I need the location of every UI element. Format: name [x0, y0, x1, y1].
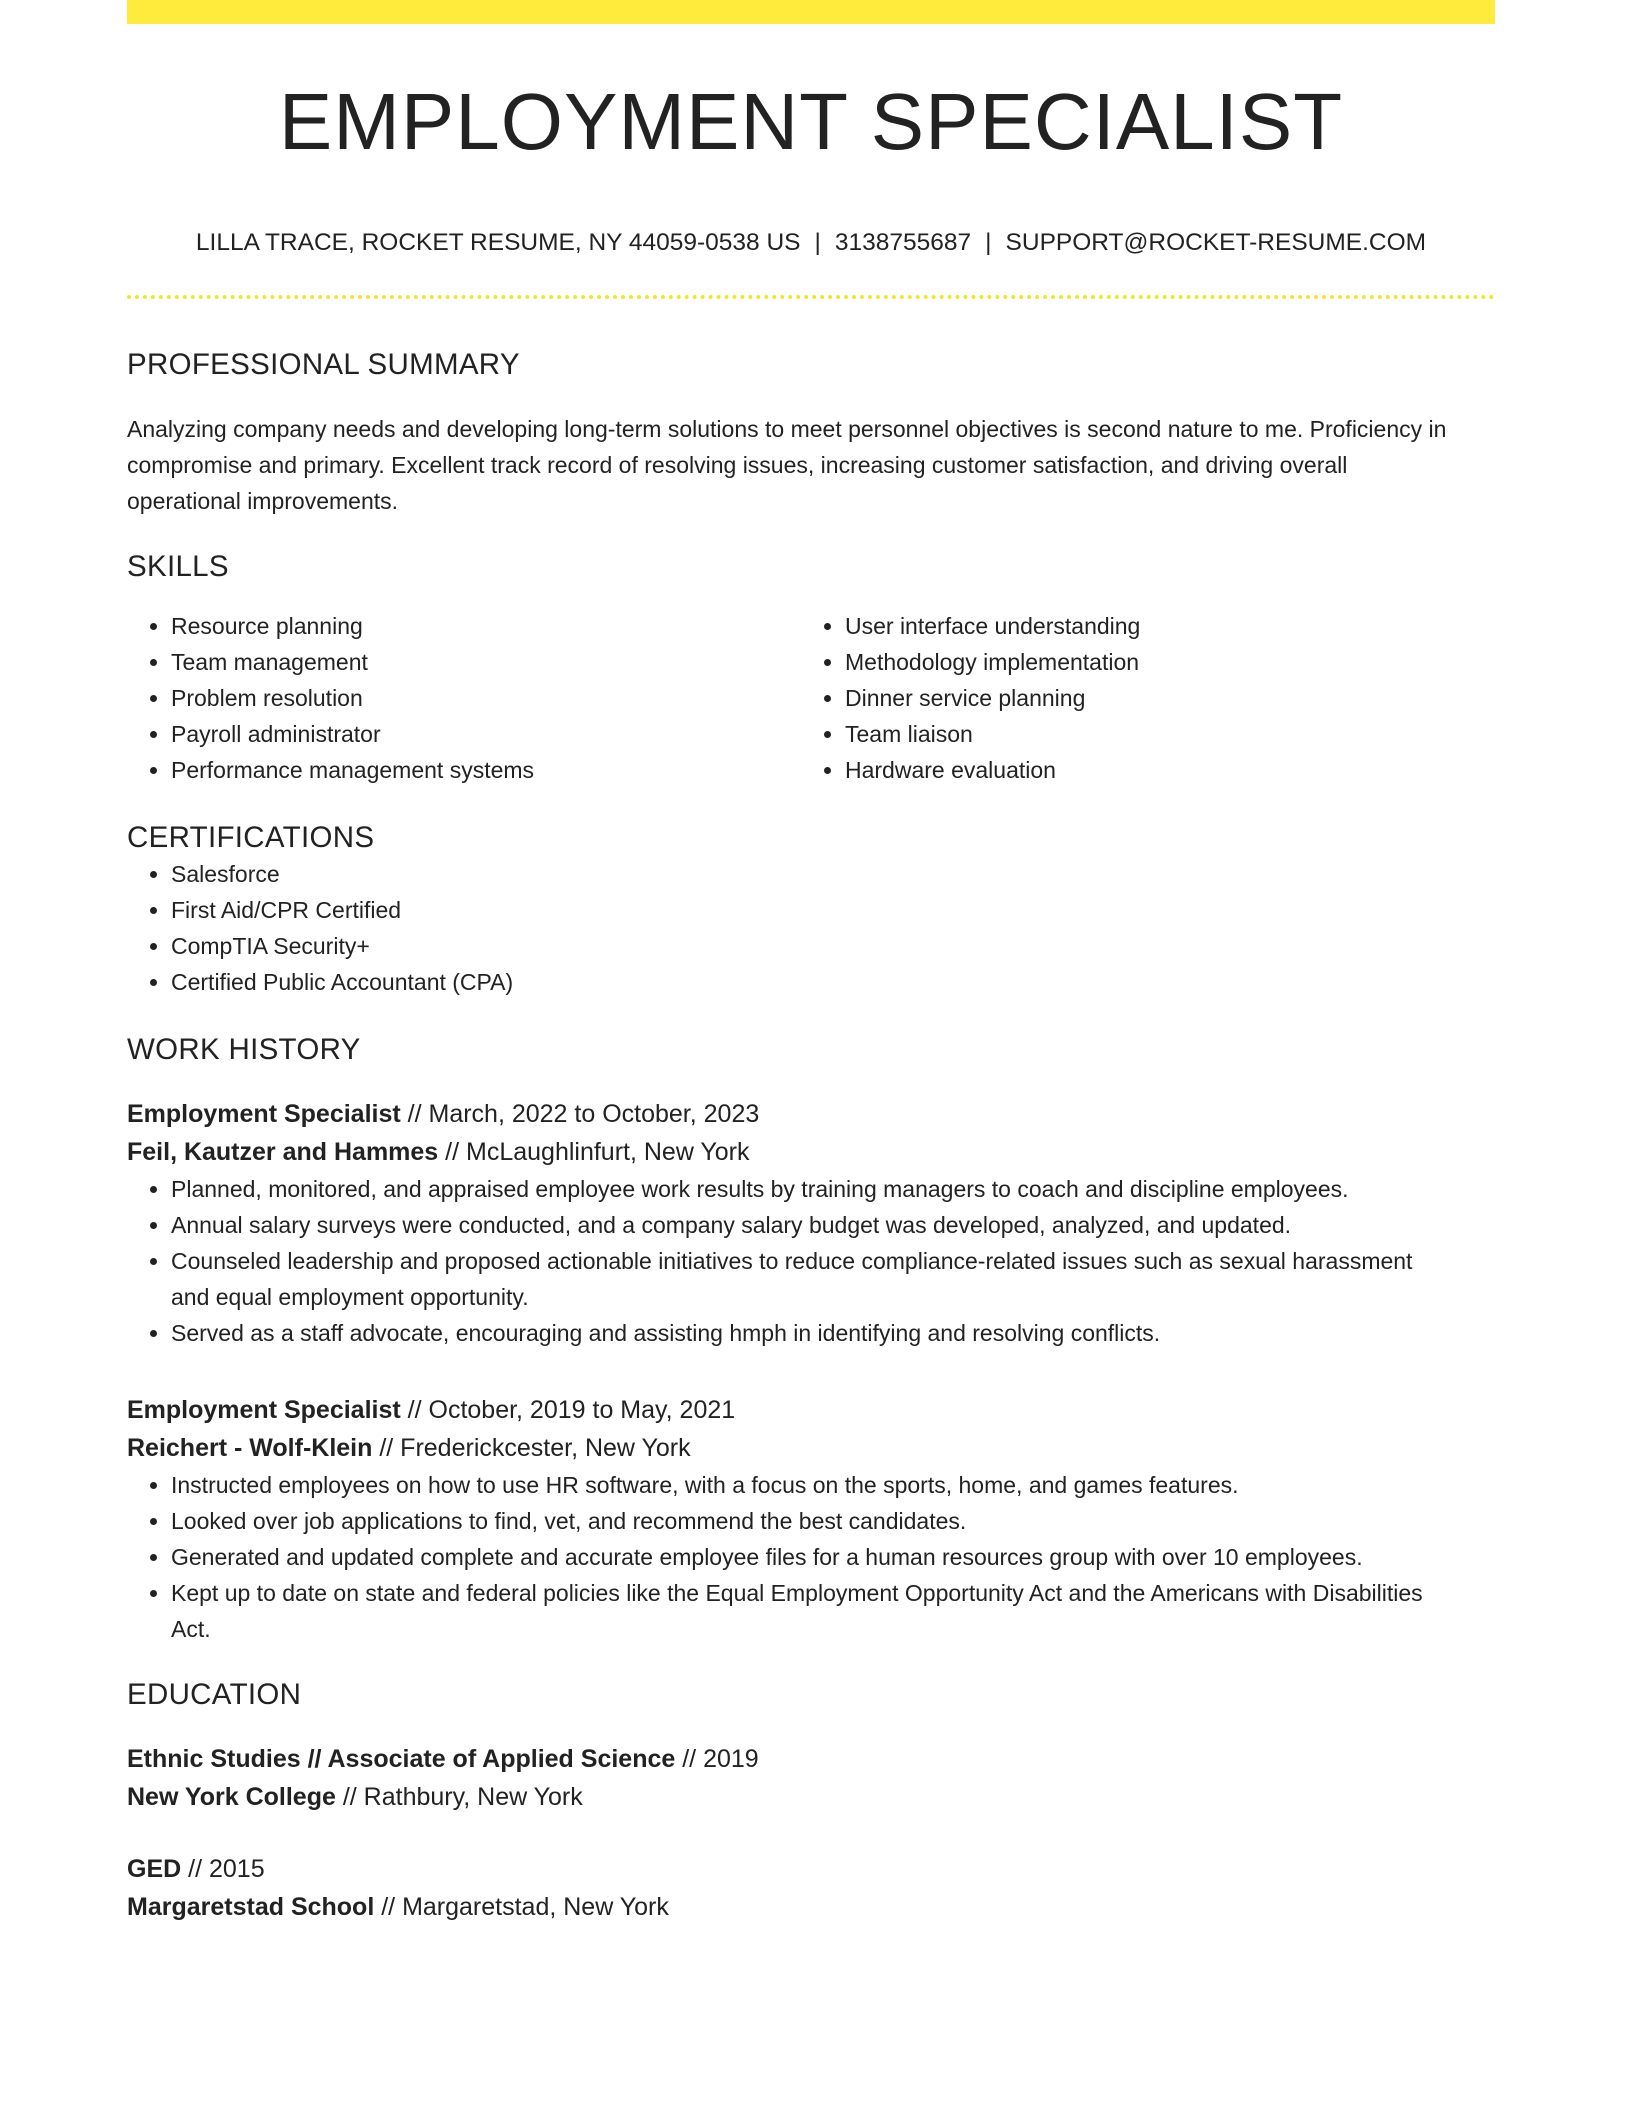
certifications-heading: CERTIFICATIONS [127, 821, 375, 855]
job-title: Employment Specialist [127, 1099, 401, 1128]
skill-item: • Payroll administrator [171, 716, 801, 752]
job-duty: • Served as a staff advocate, encouraging and assisting hmph in identifying and resolving conflicts. [171, 1315, 1495, 1351]
job-title: Employment Specialist [127, 1395, 401, 1424]
skill-item: • Hardware evaluation [845, 752, 1475, 788]
education-degree-line [127, 1850, 1495, 1888]
job-duty: • Counseled leadership and proposed actionable initiatives to reduce compliance-related issues such as sexual harassment and equal employment opportunity. [171, 1243, 1495, 1315]
education-location: // Margaretstad, New York [381, 1893, 669, 1922]
skill-item: • Resource planning [171, 608, 801, 644]
education-degree: Ethnic Studies // Associate of Applied Science [127, 1745, 676, 1774]
certifications-list [127, 856, 1495, 1000]
job-duty: • Instructed employees on how to use HR software, with a focus on the sports, home, and games features. [171, 1467, 1495, 1503]
job-duty: • Planned, monitored, and appraised employee work results by training managers to coach and discipline employees. [171, 1171, 1495, 1207]
education-degree-line [127, 1740, 1495, 1778]
education-heading: EDUCATION [127, 1677, 302, 1711]
education-degree: GED [127, 1855, 182, 1884]
contact-line [127, 228, 1495, 257]
skill-item: • Team management [171, 644, 801, 680]
skill-item: • Problem resolution [171, 680, 801, 716]
job-location: // McLaughlinfurt, New York [445, 1137, 750, 1166]
education-year: // 2015 [188, 1855, 265, 1884]
education-entry [127, 1850, 1495, 1926]
education-school: Margaretstad School [127, 1893, 375, 1922]
job-duty: • Annual salary surveys were conducted, and a company salary budget was developed, analyzed, and updated. [171, 1207, 1495, 1243]
job-duty: • Kept up to date on state and federal policies like the Equal Employment Opportunity Act and the Americans with Disabilities Act. [171, 1575, 1495, 1647]
job-company-line [127, 1429, 1495, 1467]
job-entry [127, 1391, 1495, 1647]
contact-phone: 3138755687 [834, 229, 972, 256]
work-history-heading: WORK HISTORY [127, 1032, 361, 1066]
job-dates: // October, 2019 to May, 2021 [407, 1395, 736, 1424]
resume-page [127, 0, 1495, 1926]
resume-title: EMPLOYMENT SPECIALIST [278, 77, 1344, 166]
education-school-line [127, 1778, 1495, 1816]
education-location: // Rathbury, New York [342, 1783, 583, 1812]
skills-heading: SKILLS [127, 549, 229, 583]
job-title-line [127, 1391, 1495, 1429]
certification-item: • CompTIA Security+ [171, 928, 1495, 964]
skill-item: • Performance management systems [171, 752, 801, 788]
education-school-line [127, 1888, 1495, 1926]
skill-item: • User interface understanding [845, 608, 1475, 644]
accent-bar [127, 0, 1495, 24]
education-school: New York College [127, 1783, 336, 1812]
header-divider [127, 295, 1495, 299]
job-entry [127, 1095, 1495, 1351]
job-company: Feil, Kautzer and Hammes [127, 1137, 439, 1166]
skill-item: • Team liaison [845, 716, 1475, 752]
job-title-line [127, 1095, 1495, 1133]
contact-email: SUPPORT@ROCKET-RESUME.COM [1005, 229, 1427, 256]
certification-item: • Salesforce [171, 856, 1495, 892]
skill-item: • Dinner service planning [845, 680, 1475, 716]
job-duties-list [127, 1467, 1495, 1647]
job-dates: // March, 2022 to October, 2023 [407, 1099, 760, 1128]
education-year: // 2019 [682, 1745, 759, 1774]
summary-text: Analyzing company needs and developing long-term solutions to meet personnel objectives is second nature to me. Proficiency in compromise and primary. Excellent track record of resolving issues, increasing customer satisfaction, and driving overall operational improvements. [127, 415, 1447, 514]
job-duty: • Looked over job applications to find, vet, and recommend the best candidates. [171, 1503, 1495, 1539]
job-duty: • Generated and updated complete and accurate employee files for a human resources group with over 10 employees. [171, 1539, 1495, 1575]
job-company-line [127, 1133, 1495, 1171]
skill-item: • Methodology implementation [845, 644, 1475, 680]
skills-list [127, 608, 1495, 788]
contact-address: LILLA TRACE, ROCKET RESUME, NY 44059-0538 US [195, 229, 801, 256]
job-duties-list [127, 1171, 1495, 1351]
summary-heading: PROFESSIONAL SUMMARY [127, 348, 520, 382]
certification-item: • Certified Public Accountant (CPA) [171, 964, 1495, 1000]
education-entry [127, 1740, 1495, 1816]
job-company: Reichert - Wolf-Klein [127, 1433, 373, 1462]
job-location: // Frederickcester, New York [379, 1433, 691, 1462]
contact-separator: | [985, 229, 992, 256]
contact-separator: | [814, 229, 821, 256]
certification-item: • First Aid/CPR Certified [171, 892, 1495, 928]
